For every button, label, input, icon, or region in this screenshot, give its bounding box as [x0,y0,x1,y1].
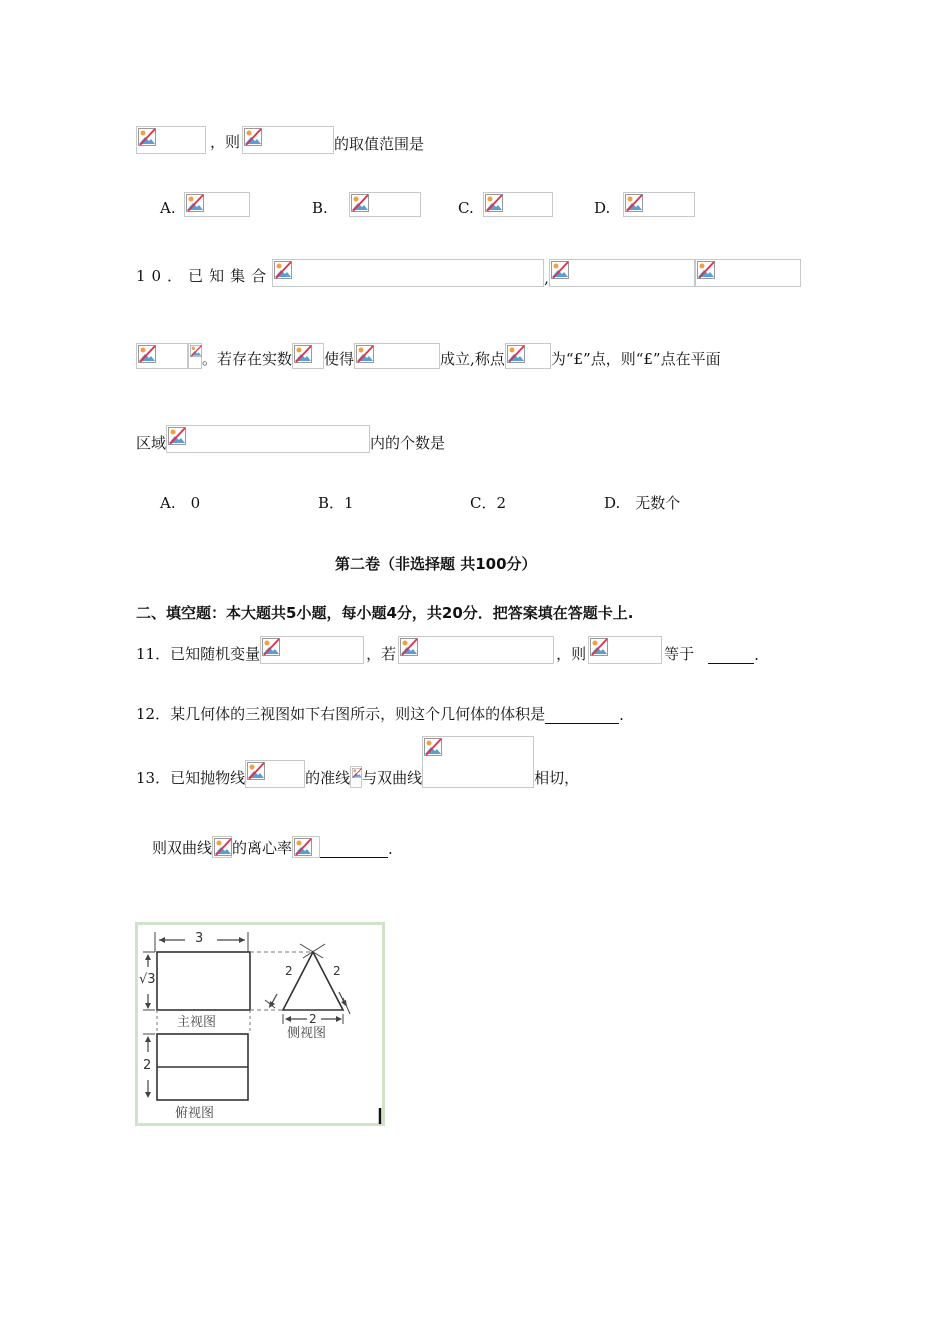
broken-image-icon [262,638,280,656]
q11-text: . [754,646,759,664]
side-dim-left-label: 2 [285,964,293,978]
top-view-label: 俯视图 [175,1106,215,1121]
broken-image-icon [138,128,156,146]
q13-text: 相切， [534,769,580,787]
formula-image [549,259,695,287]
q11-text: 等于 [664,645,695,663]
q9-option-c: C. [458,192,553,217]
broken-image-icon [352,768,362,778]
broken-image-icon [507,345,525,363]
broken-image-icon [190,345,202,357]
formula-image [623,192,695,217]
q13-text: . [388,840,393,858]
q9-text: ，则 [210,133,241,151]
broken-image-icon [485,194,503,212]
formula-image [292,836,320,858]
formula-image [245,760,305,788]
q10-text: 为“£”点，则“£”点在平面 [550,350,721,368]
q11-text: ，则 [556,645,587,663]
top-dim-label: 3 [195,931,204,946]
q10-line3 [136,423,445,453]
formula-image [505,343,551,369]
broken-image-icon [214,838,232,856]
q10-option-a: A. 0 [160,494,201,512]
three-view-figure [135,922,385,1126]
formula-image [136,126,206,154]
q10-text: 内的个数是 [370,434,446,452]
formula-image [292,343,324,369]
broken-image-icon [424,738,442,756]
q12-text: . [619,706,624,724]
formula-image [588,636,662,664]
broken-image-icon [294,345,312,363]
broken-image-icon [697,261,715,279]
formula-image [483,192,553,217]
bottom-dim-label: 2 [309,1012,317,1026]
side-view-label: 侧视图 [287,1026,327,1041]
q13-text: 的准线 [305,769,351,787]
broken-image-icon [625,194,643,212]
q10-option-d: D. 无数个 [604,494,681,512]
q10-option-b: B．1 [318,494,354,512]
formula-image [184,192,250,217]
formula-image [260,636,364,664]
answer-blank [708,649,754,664]
left-dim-label: √3 [139,972,156,987]
formula-image [695,259,801,287]
broken-image-icon [351,194,369,212]
formula-image [398,636,554,664]
q9-option-b: B. [312,192,421,217]
broken-image-icon [400,638,418,656]
answer-blank [320,843,388,858]
q11-text: ，若 [366,645,397,663]
q10-text: 若存在实数 [217,350,293,368]
q13-line1 [136,734,579,788]
q13-line2 [152,836,393,858]
broken-image-icon [590,638,608,656]
formula-image [349,192,421,217]
q10-text: 成立,称点 [440,350,505,368]
q13-text: 则双曲线 [152,839,213,857]
formula-image [188,343,202,369]
section2-instruction: 二、填空题：本大题共5小题，每小题4分，共20分．把答案填在答题卡上. [136,604,634,622]
q10-number: 10．已知集合 [136,267,273,285]
formula-image [242,126,334,154]
q12-line [136,702,624,724]
q9-line [136,124,424,154]
q10-option-c: C．2 [470,494,507,512]
q10-text: , [544,269,549,287]
q10-text: 。 [202,350,218,368]
formula-image [136,343,188,369]
formula-image [350,766,362,788]
three-view-drawing [135,922,385,1126]
answer-blank [545,709,619,724]
q10-text: 使得 [324,350,355,368]
q9-text: 的取值范围是 [334,135,425,153]
broken-image-icon [294,838,312,856]
q13-text: 的离心率 [232,839,293,857]
q9-option-d: D. [594,192,695,217]
formula-image [354,343,440,369]
broken-image-icon [247,762,265,780]
section2-title: 第二卷（非选择题 共100分） [335,555,537,573]
q10-line1 [136,257,801,287]
q13-text: 与双曲线 [362,769,423,787]
q11-line [136,634,759,664]
broken-image-icon [551,261,569,279]
formula-image [272,259,544,287]
q12-text: 12．某几何体的三视图如下右图所示，则这个几何体的体积是 [136,705,546,723]
formula-image [422,736,534,788]
side-dim-right-label: 2 [333,964,341,978]
broken-image-icon [138,345,156,363]
broken-image-icon [356,345,374,363]
formula-image [212,836,232,858]
broken-image-icon [244,128,262,146]
q13-text: 13．已知抛物线 [136,769,246,787]
broken-image-icon [274,261,292,279]
q10-text: 区域 [136,434,167,452]
left-dim2-label: 2 [143,1058,152,1073]
front-view-label: 主视图 [177,1015,217,1030]
q9-option-a: A. [160,192,250,217]
broken-image-icon [168,427,186,445]
q11-text: 11．已知随机变量 [136,645,261,663]
formula-image [166,425,370,453]
broken-image-icon [186,194,204,212]
q10-line2 [136,339,721,369]
